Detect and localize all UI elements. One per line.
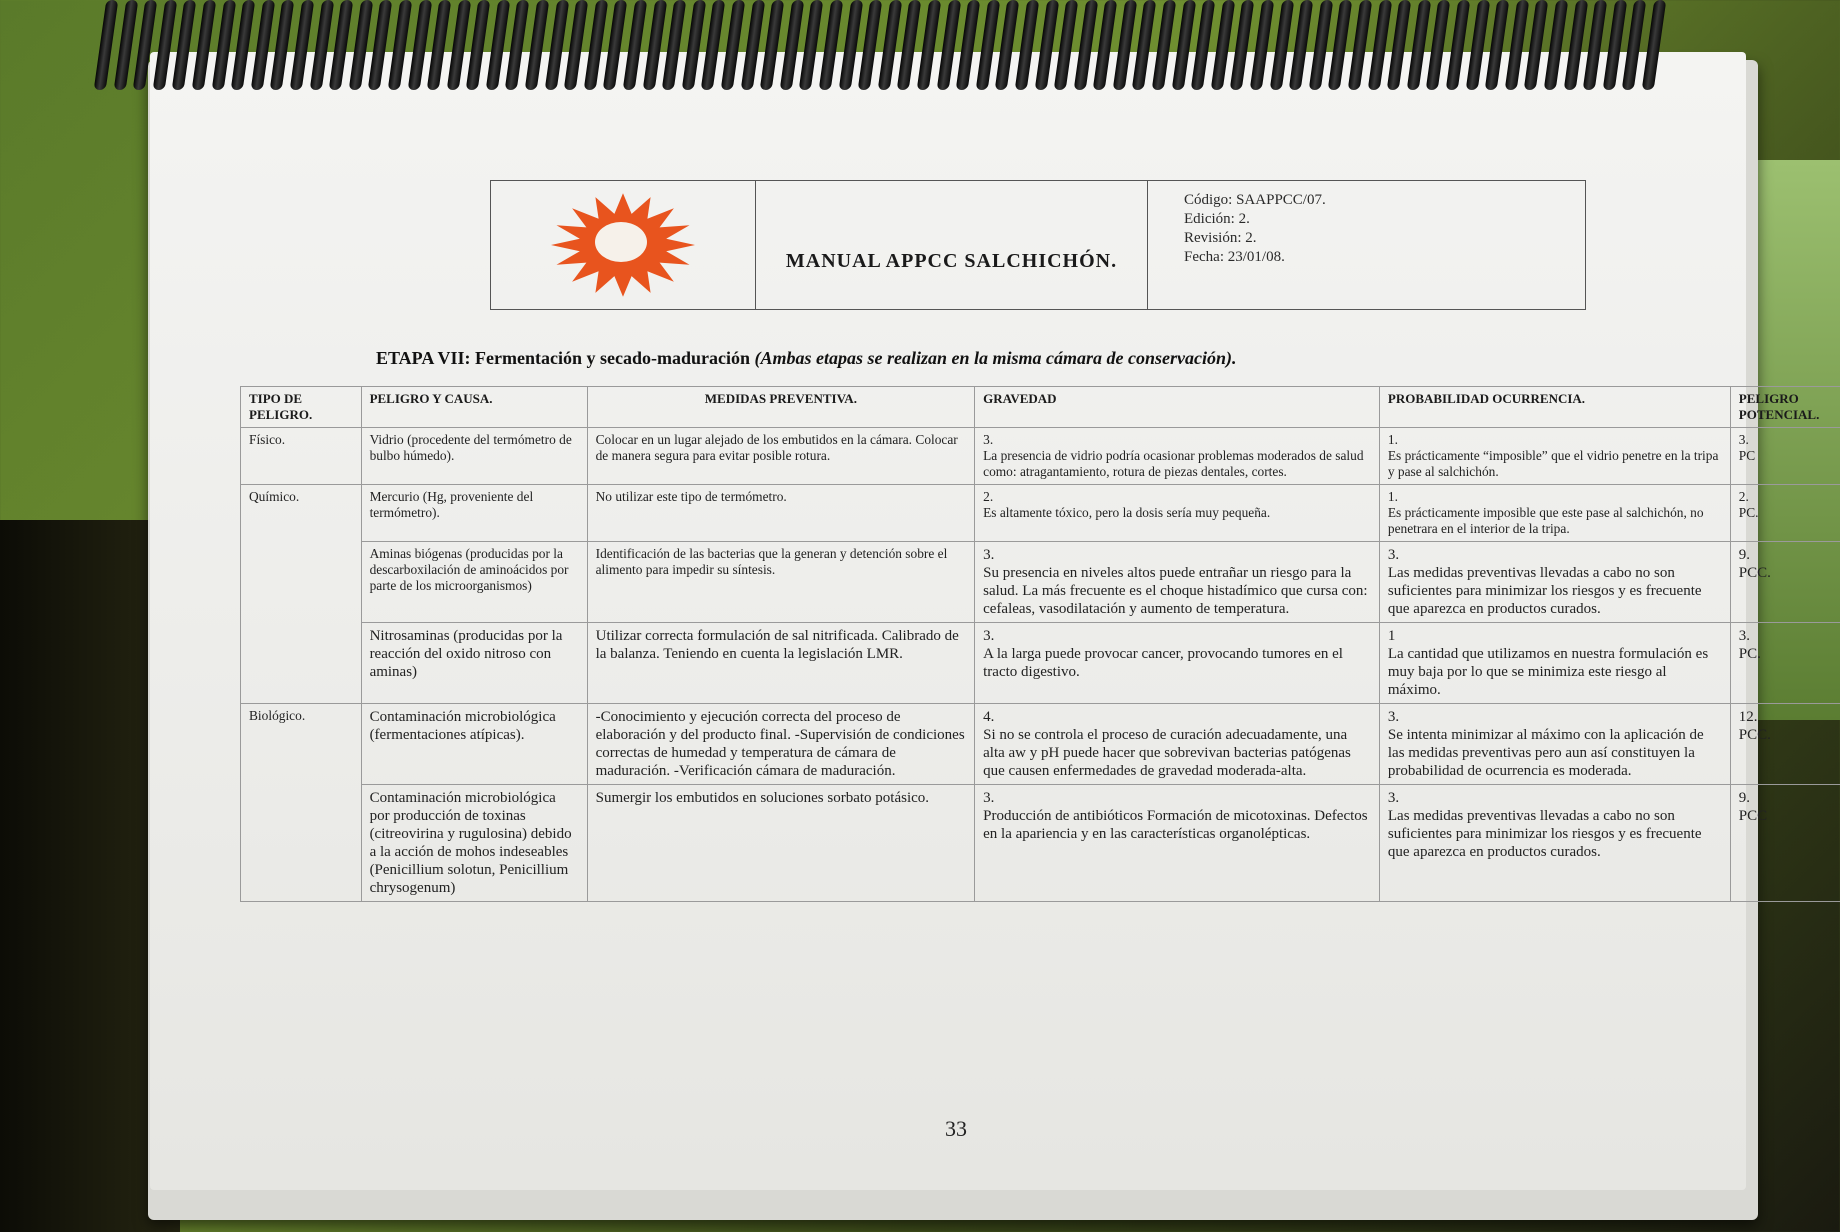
stage-note: (Ambas etapas se realizan en la misma cámara de conservación).	[754, 348, 1237, 368]
table-header-row	[241, 387, 1840, 428]
cell-probabilidad: 3. Se intenta minimizar al máximo con la aplicación de las medidas preventivas pero aun así constituyen la probabilidad de ocurrencia es moderada.	[1379, 704, 1730, 785]
header-tipo: TIPO DE PELIGRO.	[241, 387, 362, 428]
header-peligro: PELIGRO Y CAUSA.	[361, 387, 587, 428]
cell-probabilidad: 1 La cantidad que utilizamos en nuestra formulación es muy baja por lo que se minimiza este riesgo al máximo.	[1379, 623, 1730, 704]
cell-probabilidad: 3. Las medidas preventivas llevadas a cabo no son suficientes para minimizar los riesgos y es frecuente que aparezca en productos curados.	[1379, 542, 1730, 623]
cell-probabilidad: 3. Las medidas preventivas llevadas a cabo no son suficientes para minimizar los riesgos y es frecuente que aparezca en productos curados.	[1379, 785, 1730, 902]
cell-potencial: 9. PCC	[1730, 785, 1840, 902]
group-biologico: Biológico.	[241, 704, 362, 902]
header-revision: Revisión: 2.	[1184, 230, 1257, 246]
cell-potencial: 2. PC.	[1730, 485, 1840, 542]
header-codigo: Código: SAAPPCC/07.	[1184, 192, 1326, 208]
cell-potencial: 9. PCC.	[1730, 542, 1840, 623]
table-row	[241, 704, 1840, 785]
table-row	[241, 623, 1840, 704]
header-probabilidad: PROBABILIDAD OCURRENCIA.	[1379, 387, 1730, 428]
table-row	[241, 428, 1840, 485]
cell-gravedad: 3. Producción de antibióticos Formación de micotoxinas. Defectos en la apariencia y en las características organolépticas.	[975, 785, 1380, 902]
cell-peligro: Aminas biógenas (producidas por la descarboxilación de aminoácidos por parte de los microorganismos)	[361, 542, 587, 623]
table-row	[241, 785, 1840, 902]
table-row	[241, 485, 1840, 542]
cell-peligro: Mercurio (Hg, proveniente del termómetro).	[361, 485, 587, 542]
cell-potencial: 3. PC	[1730, 428, 1840, 485]
group-quimico: Químico.	[241, 485, 362, 704]
document-page	[150, 52, 1820, 1190]
cell-probabilidad: 1. Es prácticamente “imposible” que el vidrio penetre en la tripa y pase al salchichón.	[1379, 428, 1730, 485]
cell-gravedad: 4. Si no se controla el proceso de curación adecuadamente, una alta aw y pH puede hacer que sobrevivan bacterias patógenas que causen enfermedades de gravedad moderada-alta.	[975, 704, 1380, 785]
cell-probabilidad: 1. Es prácticamente imposible que este pase al salchichón, no penetrara en el interior de la tripa.	[1379, 485, 1730, 542]
cell-medidas: Sumergir los embutidos en soluciones sorbato potásico.	[587, 785, 975, 902]
cell-gravedad: 3. La presencia de vidrio podría ocasionar problemas moderados de salud como: atragantamiento, rotura de piezas dentales, cortes.	[975, 428, 1380, 485]
cell-peligro: Vidrio (procedente del termómetro de bulbo húmedo).	[361, 428, 587, 485]
cell-medidas: Identificación de las bacterias que la generan y detención sobre el alimento para impedir su síntesis.	[587, 542, 975, 623]
table-row	[241, 542, 1840, 623]
header-edicion: Edición: 2.	[1184, 211, 1250, 227]
cell-potencial: 12. PCC.	[1730, 704, 1840, 785]
document-header	[490, 180, 1586, 310]
page-number: 33	[945, 1116, 967, 1141]
cell-gravedad: 2. Es altamente tóxico, pero la dosis sería muy pequeña.	[975, 485, 1380, 542]
stage-heading	[376, 348, 1236, 369]
header-logo-cell	[491, 181, 756, 309]
stage-label: ETAPA VII: Fermentación y secado-maduración	[376, 348, 750, 368]
header-meta	[1148, 181, 1585, 309]
cell-medidas: Colocar en un lugar alejado de los embutidos en la cámara. Colocar de manera segura para evitar posible rotura.	[587, 428, 975, 485]
header-fecha: Fecha: 23/01/08.	[1184, 249, 1285, 265]
cell-peligro: Nitrosaminas (producidas por la reacción del oxido nitroso con aminas)	[361, 623, 587, 704]
header-gravedad: GRAVEDAD	[975, 387, 1380, 428]
orange-starburst-icon	[543, 190, 703, 300]
header-title: MANUAL APPCC SALCHICHÓN.	[756, 181, 1148, 309]
cell-gravedad: 3. Su presencia en niveles altos puede entrañar un riesgo para la salud. La más frecuente es el choque histadímico que cursa con: cefaleas, vasodilatación y aumento de temperatura.	[975, 542, 1380, 623]
cell-peligro: Contaminación microbiológica por producción de toxinas (citreovirina y rugulosina) debido a la acción de mohos indeseables (Penicillium solotun, Penicillium chrysogenum)	[361, 785, 587, 902]
cell-medidas: Utilizar correcta formulación de sal nitrificada. Calibrado de la balanza. Teniendo en cuenta la legislación LMR.	[587, 623, 975, 704]
header-medidas: MEDIDAS PREVENTIVA.	[587, 387, 975, 428]
hazard-table	[240, 386, 1840, 902]
cell-medidas: -Conocimiento y ejecución correcta del proceso de elaboración y del producto final. -Supervisión de condiciones correctas de humedad y temperatura de cámara de maduración. -Verificación cámara de maduración.	[587, 704, 975, 785]
cell-peligro: Contaminación microbiológica (fermentaciones atípicas).	[361, 704, 587, 785]
cell-medidas: No utilizar este tipo de termómetro.	[587, 485, 975, 542]
group-fisico: Físico.	[241, 428, 362, 485]
cell-gravedad: 3. A la larga puede provocar cancer, provocando tumores en el tracto digestivo.	[975, 623, 1380, 704]
cell-potencial: 3. PC.	[1730, 623, 1840, 704]
spiral-binding	[100, 0, 1660, 98]
header-potencial: PELIGRO POTENCIAL.	[1730, 387, 1840, 428]
